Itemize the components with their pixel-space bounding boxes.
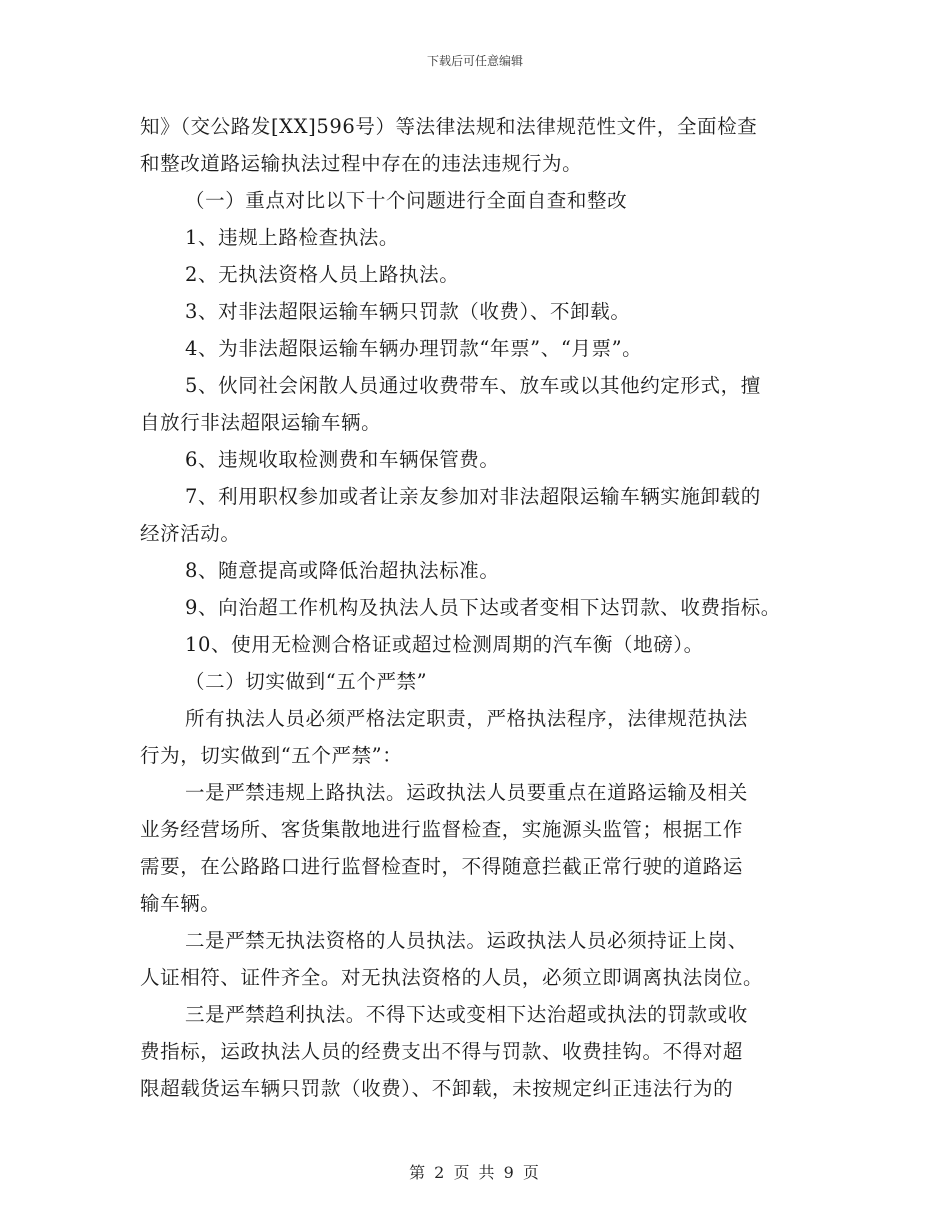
text-line: 业务经营场所、客货集散地进行监督检查，实施源头监管；根据工作 [140,818,744,841]
paragraph-line: 二是严禁无执法资格的人员执法。运政执法人员必须持证上岗、 [185,929,748,952]
list-item: 5、伙同社会闲散人员通过收费带车、放车或以其他约定形式，擅 [185,374,761,397]
list-item: 6、违规收取检测费和车辆保管费。 [185,448,500,471]
document-body [140,108,820,1107]
list-item: 1、违规上路检查执法。 [185,226,400,249]
text-line: 限超载货运车辆只罚款（收费）、不卸载，未按规定纠正违法行为的 [140,1077,734,1100]
list-item: 7、利用职权参加或者让亲友参加对非法超限运输车辆实施卸载的 [185,485,761,508]
text-line: 人证相符、证件齐全。对无执法资格的人员，必须立即调离执法岗位。 [140,966,764,989]
text-line: 经济活动。 [140,522,241,545]
section-heading: （一）重点对比以下十个问题进行全面自查和整改 [185,189,628,212]
text-line: 输车辆。 [140,892,221,915]
text-line: 需要，在公路路口进行监督检查时，不得随意拦截正常行驶的道路运 [140,855,744,878]
page-footer: 第 2 页 共 9 页 [409,1163,541,1182]
text-line: 知》（交公路发[XX]596号）等法律法规和法律规范性文件，全面检查 [140,115,758,138]
section-heading: （二）切实做到“五个严禁” [185,670,428,693]
paragraph-line: 一是严禁违规上路执法。运政执法人员要重点在道路运输及相关 [185,781,748,804]
list-item: 3、对非法超限运输车辆只罚款（收费）、不卸载。 [185,300,631,323]
list-item: 9、向治超工作机构及执法人员下达或者变相下达罚款、收费指标。 [185,596,781,619]
list-item: 8、随意提高或降低治超执法标准。 [185,559,500,582]
paragraph-line: 所有执法人员必须严格法定职责，严格执法程序，法律规范执法 [185,707,748,730]
paragraph-line: 三是严禁趋利执法。不得下达或变相下达治超或执法的罚款或收 [185,1003,748,1026]
text-line: 和整改道路运输执法过程中存在的违法违规行为。 [140,152,583,175]
text-line: 行为，切实做到“五个严禁”： [140,744,403,767]
list-item: 10、使用无检测合格证或超过检测周期的汽车衡（地磅）。 [185,633,704,656]
list-item: 2、无执法资格人员上路执法。 [185,263,460,286]
list-item: 4、为非法超限运输车辆办理罚款“年票”、“月票”。 [185,337,643,360]
text-line: 自放行非法超限运输车辆。 [140,411,382,434]
page-header: 下载后可任意编辑 [426,54,523,68]
text-line: 费指标，运政执法人员的经费支出不得与罚款、收费挂钩。不得对超 [140,1040,744,1063]
